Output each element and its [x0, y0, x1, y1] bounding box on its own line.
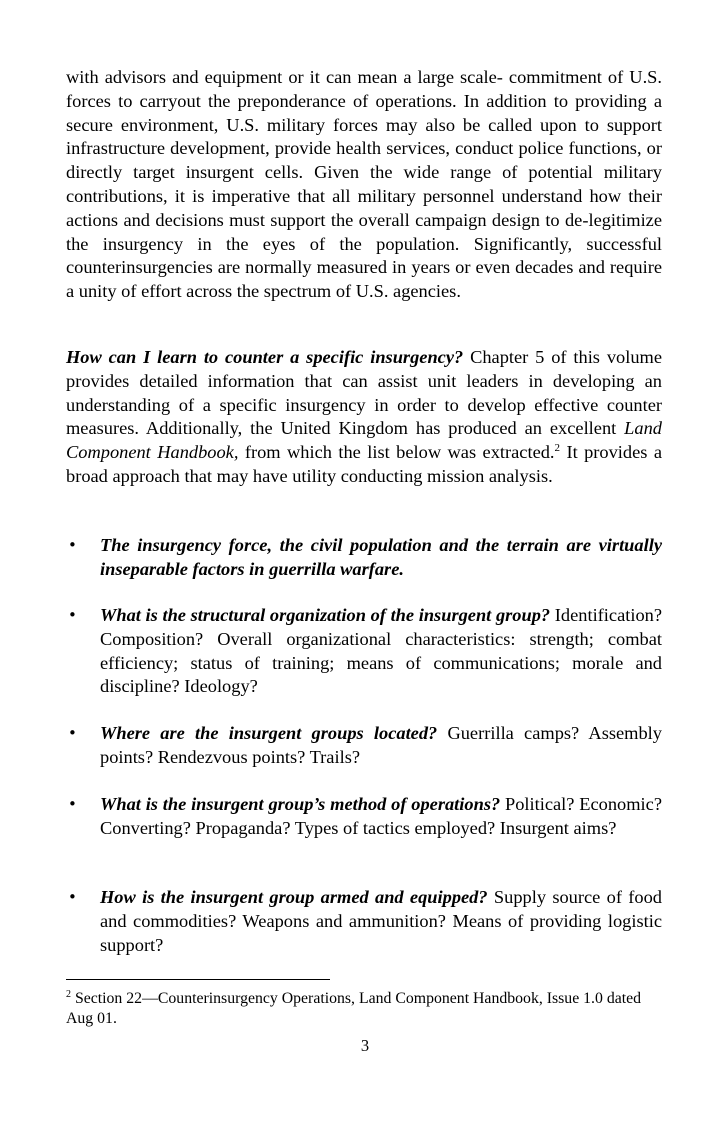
paragraph-lead-question: How can I learn to counter a specific insurgency? [66, 347, 464, 367]
bullet-icon: • [68, 888, 77, 906]
list-item-text [100, 604, 662, 699]
paragraph-text-end: It provides a broad approach that may have utility conducting mission analysis. [66, 442, 663, 486]
list-item-question: What is the structural organization of the insurgent group? [100, 605, 551, 625]
list-item-text [100, 534, 662, 582]
list-item-detail: Supply source of food and commodities? Weapons and ammunition? Means of providing logistic support? [100, 887, 662, 955]
list-item-detail: Political? Economic? Converting? Propaganda? Types of tactics employed? Insurgent aims? [100, 794, 662, 838]
paragraph-text: Chapter 5 of this volume provides detailed information that can assist unit leaders in developing an understanding of a specific insurgency in order to develop effective counter measures. Additionally, the United Kingdom has produced an excellent [66, 347, 662, 439]
paragraph-text: with advisors and equipment or it can mean a large scale- commitment of U.S. forces to carryout the preponderance of operations. In addition to providing a secure environment, U.S. military forces may also be called upon to support infrastructure development, provide health services, conduct police functions, or directly target insurgent cells. Given the wide range of potential military contributions, it is imperative that all military personnel understand how their actions and decisions must support the overall campaign design to de-legitimize the insurgency in the eyes of the population. Significantly, successful counterinsurgencies are normally measured in years or even decades and require a unity of effort across the spectrum of U.S. agencies. [66, 67, 662, 302]
handbook-title: Land Component Handbook, [66, 418, 662, 463]
list-item-text [100, 793, 662, 841]
paragraph-learn-insurgency [66, 346, 662, 489]
list-item-question: Where are the insurgent groups located? [100, 723, 438, 743]
list-item-text [100, 722, 662, 770]
list-item-question: What is the insurgent group’s method of operations? [100, 794, 501, 814]
footnote-text: Section 22—Counterinsurgency Operations, Land Component Handbook, Issue 1.0 dated Aug 01. [66, 990, 642, 1027]
bullet-icon: • [68, 724, 77, 742]
footnote-number: 2 [66, 989, 71, 1000]
list-item-text [100, 886, 662, 957]
bullet-icon: • [68, 795, 77, 813]
bullet-icon: • [68, 606, 77, 624]
footnote-divider [66, 979, 330, 980]
paragraph-campaign-design [66, 66, 662, 304]
bullet-icon: • [68, 536, 77, 554]
footnote [66, 989, 666, 1029]
list-item-question: How is the insurgent group armed and equipped? [100, 887, 488, 907]
paragraph-text-continued: from which the list below was extracted. [238, 442, 555, 463]
list-item-detail: Identification? Composition? Overall organizational characteristics: strength; combat efficiency; status of training; means of communications; morale and discipline? Ideology? [100, 605, 663, 697]
footnote-reference[interactable]: 2 [554, 442, 561, 455]
list-item-detail: Guerrilla camps? Assembly points? Rendezvous points? Trails? [100, 723, 662, 767]
page-number: 3 [360, 1036, 370, 1055]
list-item-question: The insurgency force, the civil population and the terrain are virtually inseparable factors in guerrilla warfare. [100, 535, 662, 579]
